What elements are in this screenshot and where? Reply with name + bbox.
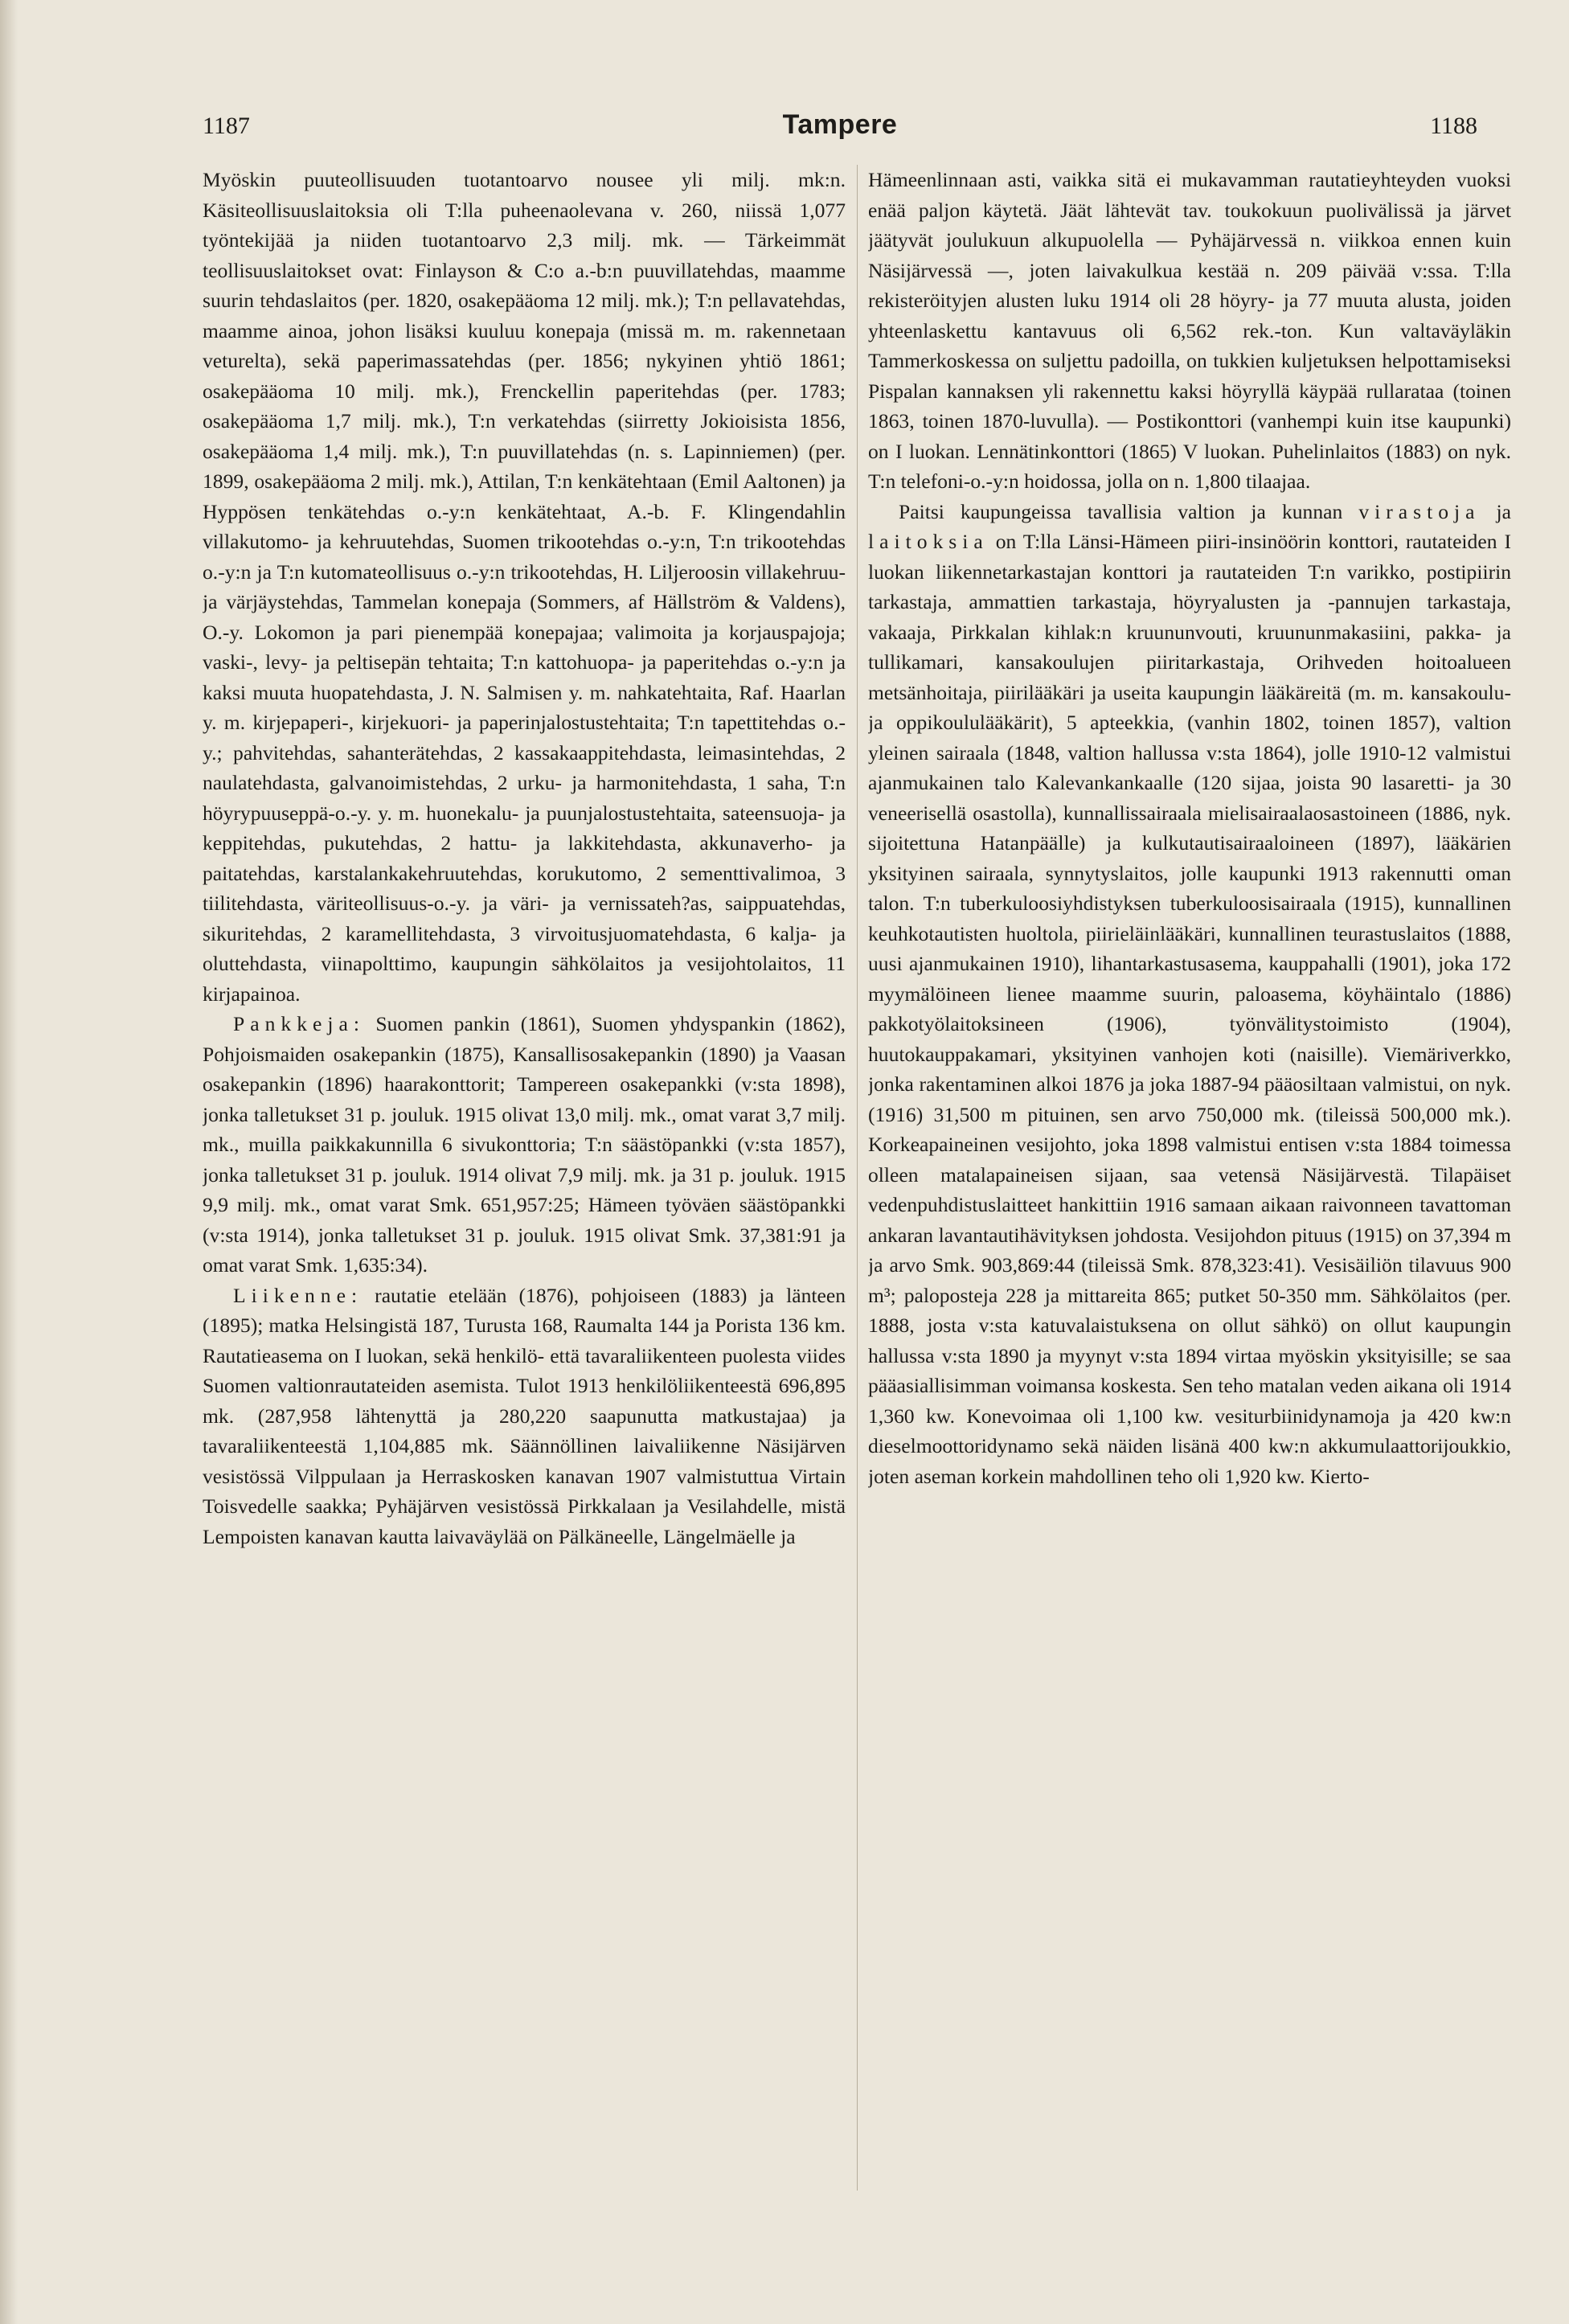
running-title: Tampere	[782, 109, 898, 140]
column-divider	[857, 165, 858, 2191]
running-header	[203, 109, 1477, 153]
page-number-right: 1188	[1430, 113, 1477, 139]
paragraph-waterways: Hämeenlinnaan asti, vaikka sitä ei mukavamman rautatieyhteyden vuoksi enää paljon käytetä. Jäät lähtevät tav. toukokuun puolivälissä ja järvet jäätyvät joulukuun alkupuolella — Pyhäjärvessä n. viikkoa ennen kuin Näsijärvessä —, joten laivakulkua kestää n. 209 päivää v:ssa. T:lla rekisteröityjen alusten luku 1914 oli 28 höyry- ja 77 muuta alusta, joiden yhteenlaskettu kantavuus oli 6,562 rek.-ton. Kun valtaväyläkin Tammerkoskessa on suljettu padoilla, on tukkien kuljetuksen helpottamiseksi Pispalan kannaksen yli rakennettu kaksi höyryllä käypää rullarataa (toinen 1863, toinen 1870-luvulla). — Postikonttori (vanhempi kuin itse kaupunki) on I luokan. Lennätinkonttori (1865) V luokan. Puhelinlaitos (1883) on nyk. T:n telefoni-o.-y:n hoidossa, jolla on n. 1,800 tilaajaa.	[868, 168, 1511, 493]
paragraph-industry: Myöskin puuteollisuuden tuotantoarvo nousee yli milj. mk:n. Käsiteollisuuslaitoksia oli T:lla puheenaolevana v. 260, niissä 1,077 työntekijää ja niiden tuotantoarvo 2,3 milj. mk. — Tärkeimmät teollisuuslaitokset ovat: Finlayson & C:o a.-b:n puuvillatehdas, maamme suurin tehdaslaitos (per. 1820, osakepääoma 12 milj. mk.); T:n pellavatehdas, maamme ainoa, johon lisäksi kuuluu konepaja (missä m. m. rakennetaan veturelta), sekä paperimassatehdas (per. 1856; nykyinen yhtiö 1861; osakepääoma 10 milj. mk.), Frenckellin paperitehdas (per. 1783; osakepääoma 1,7 milj. mk.), T:n verkatehdas (siirretty Jokioisista 1856, osakepääoma 1,4 milj. mk.), T:n puuvillatehdas (n. s. Lapinniemen) (per. 1899, osakepääoma 2 milj. mk.), Attilan, T:n kenkätehtaan (Emil Aaltonen) ja Hyppösen tenkätehdas o.-y:n kenkätehtaat, A.-b. F. Klingendahlin villakutomo- ja kehruutehdas, Suomen trikootehdas o.-y:n, T:n trikootehdas o.-y:n ja T:n kutomateollisuus o.-y:n trikootehdas, H. Liljeroosin villakehruu- ja värjäystehdas, Tammelan konepaja (Sommers, af Hällström & Valdens), O.-y. Lokomon ja pari pienempää konepajaa; valimoita ja korjauspajoja; vaski-, levy- ja peltisepän tehtaita; T:n kattohuopa- ja paperitehdas o.-y:n ja kaksi muuta huopatehdasta, J. N. Salmisen y. m. nahkatehtaita, Raf. Haarlan y. m. kirjepaperi-, kirjekuori- ja paperinjalostustehtaita; T:n tapettitehdas o.-y.; pahvitehdas, sahanterätehdas, 2 kassakaappitehdasta, leimasintehdas, 2 naulatehdasta, galvanoimistehdas, 2 urku- ja harmonitehdasta, 1 saha, T:n höyrypuuseppä-o.-y. y. m. huonekalu- ja puunjalostustehtaita, sateensuoja- ja keppitehdas, pukutehdas, 2 hattu- ja lakkitehdasta, akkunaverho- ja paitatehdas, karstalankakehruutehdas, korukutomo, 2 sementtivalimoa, 3 tiilitehdasta, väriteollisuus-o.-y. ja väri- ja vernissateh?as, saippuatehdas, sikuritehdas, 2 karamellitehdasta, 3 virvoitusjuomatehdasta, 6 kalja- ja oluttehdasta, viinapolttimo, kaupungin sähkölaitos ja vesijohtolaitos, 11 kirjapainoa.	[203, 168, 846, 1006]
paragraph-traffic	[203, 1281, 846, 1552]
paragraph-banks-text: Suomen pankin (1861), Suomen yhdyspankin (1862), Pohjoismaiden osakepankin (1875), Kansallisosakepankin (1890) ja Vaasan osakepankin (1896) haarakonttorit; Tampereen osakepankki (v:sta 1898), jonka talletukset 31 p. jouluk. 1915 olivat 13,0 milj. mk., omat varat 3,7 milj. mk., muilla paikkakunnilla 6 sivukonttoria; T:n säästöpankki (v:sta 1857), jonka talletukset 31 p. jouluk. 1914 olivat 7,9 milj. mk. ja 31 p. jouluk. 1915 9,9 milj. mk., omat varat Smk. 651,957:25; Hämeen työväen säästöpankki (v:sta 1914), jonka talletukset 31 p. jouluk. 1915 olivat Smk. 37,381:91 ja omat varat Smk. 1,635:34).	[203, 1012, 846, 1277]
paragraph-banks	[203, 1009, 846, 1281]
paragraph-institutions-mid: ja	[1480, 499, 1511, 523]
section-lead-traffic: Liikenne:	[233, 1283, 363, 1307]
right-column	[868, 165, 1511, 2223]
page-binding-shadow	[0, 0, 18, 2324]
paragraph-institutions-pre: Paitsi kaupungeissa tavallisia valtion ja kunnan	[899, 499, 1359, 523]
page-number-left: 1187	[203, 113, 250, 139]
paragraph-institutions	[868, 497, 1511, 1492]
section-lead-offices: virastoja	[1358, 499, 1481, 523]
section-lead-banks: Pankkeja:	[233, 1012, 365, 1035]
paragraph-traffic-text: rautatie etelään (1876), pohjoiseen (1883) ja länteen (1895); matka Helsingistä 187, Turusta 168, Raumalta 144 ja Porista 136 km. Rautatieasema on I luokan, sekä henkilö- että tavaraliikenteen puolesta viides Suomen valtionrautateiden asemista. Tulot 1913 henkilöliikenteestä 696,895 mk. (287,958 lähtenyttä ja 280,220 saapunutta matkustajaa) ja tavaraliikenteestä 1,104,885 mk. Säännöllinen laivaliikenne Näsijärven vesistössä Vilppulaan ja Herraskosken kanavan 1907 valmistuttua Virtain Toisvedelle saakka; Pyhäjärven vesistössä Pirkkalaan ja Vesilahdelle, mistä Lempoisten kanavan kautta laivaväylää on Pälkäneelle, Längelmäelle ja	[203, 1283, 846, 1548]
paragraph-institutions-text: on T:lla Länsi-Hämeen piiri-insinöörin konttori, rautateiden I luokan liikennetarkastajan konttori ja rautateiden T:n varikko, postipiirin tarkastaja, ammattien tarkastaja, höyryalusten ja -pannujen tarkastaja, vakaaja, Pirkkalan kihlak:n kruununvouti, kruununmakasiini, pakka- ja tullikamari, kansakoulujen piiritarkastaja, Orihveden hoitoalueen metsänhoitaja, piirilääkäri ja useita kaupungin lääkäreitä (m. m. kansakoulu- ja oppikoululääkärit), 5 apteekkia, (vanhin 1802, toinen 1857), valtion yleinen sairaala (1848, valtion hallussa v:sta 1864), jolle 1910-12 valmistui ajanmukainen talo Kalevankankaalle (120 sijaa, joista 90 lasaretti- ja 30 veneerisellä osastolla), kunnallissairaala mielisairaalaosastoineen (1886, nyk. sijoitettuna Hatanpäälle) ja kulkutautisairaaloineen (1897), lääkärien yksityinen sairaala, synnytyslaitos, jolle kaupunki 1913 rakennutti oman talon. T:n tuberkuloosiyhdistyksen tuberkuloosisairaala (1915), kunnallinen keuhkotautisten huoltola, piirieläinlääkäri, kunnallinen teurastuslaitos (1888, uusi ajanmukainen 1910), lihantarkastusasema, kauppahalli (1901), joka 172 myymälöineen lienee maamme suurin, paloasema, köyhäintalo (1886) pakkotyölaitoksineen (1906), työnvälitystoimisto (1904), huutokauppakamari, yksityinen vanhojen koti (naisille). Viemäriverkko, jonka rakentaminen alkoi 1876 ja joka 1887-94 pääosiltaan valmistui, on nyk. (1916) 31,500 m pituinen, sen arvo 750,000 mk. (tileissä 500,000 mk.). Korkeapaineinen vesijohto, joka 1898 valmistui entisen v:sta 1884 toimessa olleen matalapaineisen sijaan, saa vetensä Näsijärvestä. Tilapäiset vedenpuhdistuslaitteet hankittiin 1916 samaan aikaan raivonneen tavattoman ankaran lavantautihävityksen johdosta. Vesijohdon pituus (1915) on 37,394 m ja arvo Smk. 903,869:44 (tileissä Smk. 878,323:41). Vesisäiliön tilavuus 900 m³; paloposteja 228 ja mittareita 865; putket 50-350 mm. Sähkölaitos (per. 1888, josta v:sta katuvalaistuksena on ollut sähkö) on ollut kaupungin hallussa v:sta 1890 ja myynyt v:sta 1894 virtaa myöskin yksityisille; se saa pääasiallisimman voimansa koskesta. Sen teho matalan veden aikana oli 1914 1,360 kw. Konevoimaa oli 1,100 kw. vesiturbiinidynamoja ja 420 kw:n dieselmoottoridynamo sekä näiden lisänä 400 kw:n akkumulaattorijoukkio, joten aseman korkein mahdollinen teho oli 1,920 kw. Kierto-	[868, 530, 1511, 1488]
left-column	[203, 165, 846, 2223]
section-lead-institutions: laitoksia	[868, 530, 989, 553]
